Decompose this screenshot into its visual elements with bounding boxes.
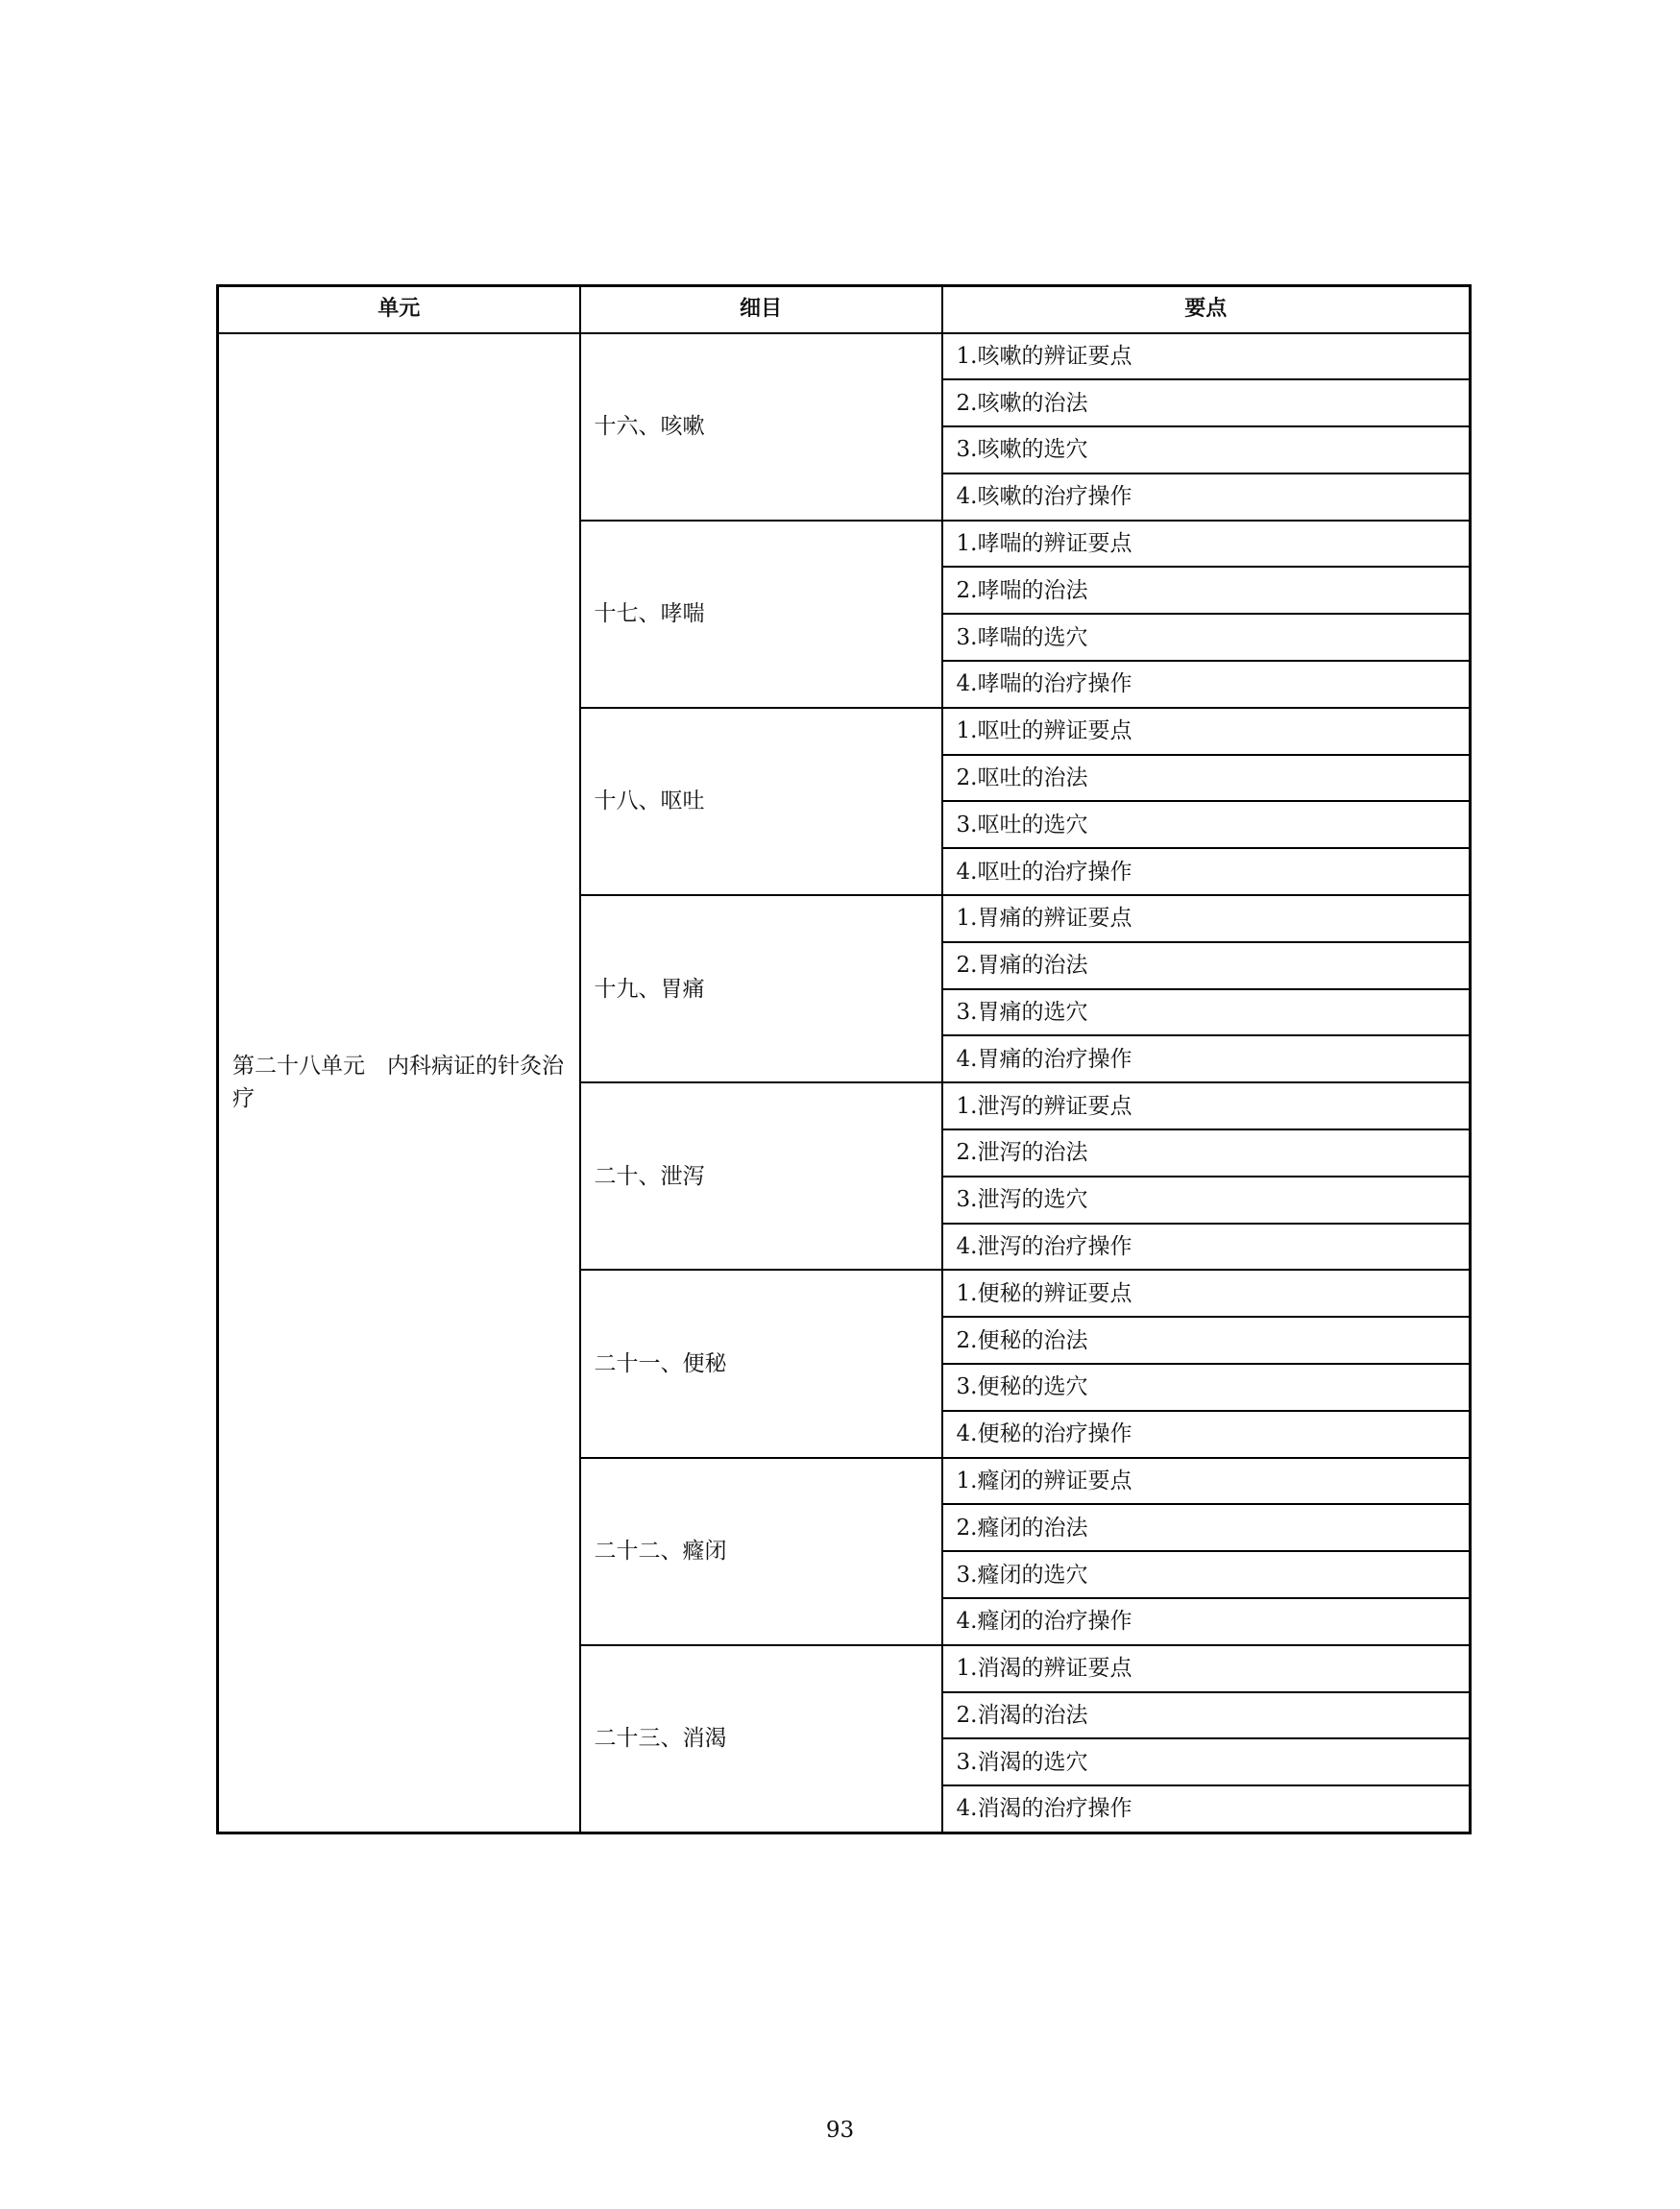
point-cell: 3.便秘的选穴 (942, 1364, 1471, 1411)
topic-cell: 十八、呕吐 (580, 708, 942, 895)
point-cell: 3.癃闭的选穴 (942, 1551, 1471, 1598)
point-cell: 4.癃闭的治疗操作 (942, 1598, 1471, 1645)
point-cell: 2.癃闭的治法 (942, 1504, 1471, 1551)
point-cell: 1.哮喘的辨证要点 (942, 521, 1471, 568)
point-cell: 1.胃痛的辨证要点 (942, 895, 1471, 942)
point-cell: 1.癃闭的辨证要点 (942, 1458, 1471, 1505)
point-cell: 2.咳嗽的治法 (942, 379, 1471, 426)
point-cell: 2.哮喘的治法 (942, 567, 1471, 614)
table-row (218, 333, 1471, 380)
topic-cell: 二十、泄泻 (580, 1082, 942, 1270)
point-cell: 3.咳嗽的选穴 (942, 426, 1471, 473)
page-number: 93 (825, 2118, 855, 2143)
topic-cell: 二十三、消渴 (580, 1645, 942, 1833)
point-cell: 3.消渴的选穴 (942, 1738, 1471, 1785)
unit-cell (218, 333, 580, 1833)
topic-cell: 十七、哮喘 (580, 521, 942, 708)
header-topic: 细目 (580, 286, 942, 333)
point-cell: 4.哮喘的治疗操作 (942, 661, 1471, 708)
point-cell: 2.泄泻的治法 (942, 1129, 1471, 1177)
point-cell: 4.泄泻的治疗操作 (942, 1224, 1471, 1271)
point-cell: 2.呕吐的治法 (942, 755, 1471, 802)
syllabus-table (216, 284, 1472, 1834)
point-cell: 3.胃痛的选穴 (942, 989, 1471, 1036)
point-cell: 1.咳嗽的辨证要点 (942, 333, 1471, 380)
point-cell: 4.便秘的治疗操作 (942, 1411, 1471, 1458)
point-cell: 4.咳嗽的治疗操作 (942, 473, 1471, 521)
point-cell: 4.呕吐的治疗操作 (942, 848, 1471, 895)
topic-cell: 二十二、癃闭 (580, 1458, 942, 1645)
point-cell: 1.呕吐的辨证要点 (942, 708, 1471, 755)
point-cell: 2.消渴的治法 (942, 1692, 1471, 1739)
unit-label: 第二十八单元 内科病证的针灸治疗 (232, 1054, 564, 1111)
point-cell: 3.泄泻的选穴 (942, 1177, 1471, 1224)
point-cell: 2.胃痛的治法 (942, 942, 1471, 989)
point-cell: 1.泄泻的辨证要点 (942, 1082, 1471, 1129)
header-row (218, 286, 1471, 333)
topic-cell: 二十一、便秘 (580, 1270, 942, 1457)
point-cell: 4.消渴的治疗操作 (942, 1785, 1471, 1833)
table-body (218, 333, 1471, 1833)
point-cell: 3.呕吐的选穴 (942, 801, 1471, 848)
point-cell: 3.哮喘的选穴 (942, 614, 1471, 661)
header-points: 要点 (942, 286, 1471, 333)
topic-cell: 十六、咳嗽 (580, 333, 942, 521)
topic-cell: 十九、胃痛 (580, 895, 942, 1082)
point-cell: 1.便秘的辨证要点 (942, 1270, 1471, 1317)
point-cell: 4.胃痛的治疗操作 (942, 1035, 1471, 1082)
header-unit: 单元 (218, 286, 580, 333)
point-cell: 2.便秘的治法 (942, 1317, 1471, 1364)
point-cell: 1.消渴的辨证要点 (942, 1645, 1471, 1692)
